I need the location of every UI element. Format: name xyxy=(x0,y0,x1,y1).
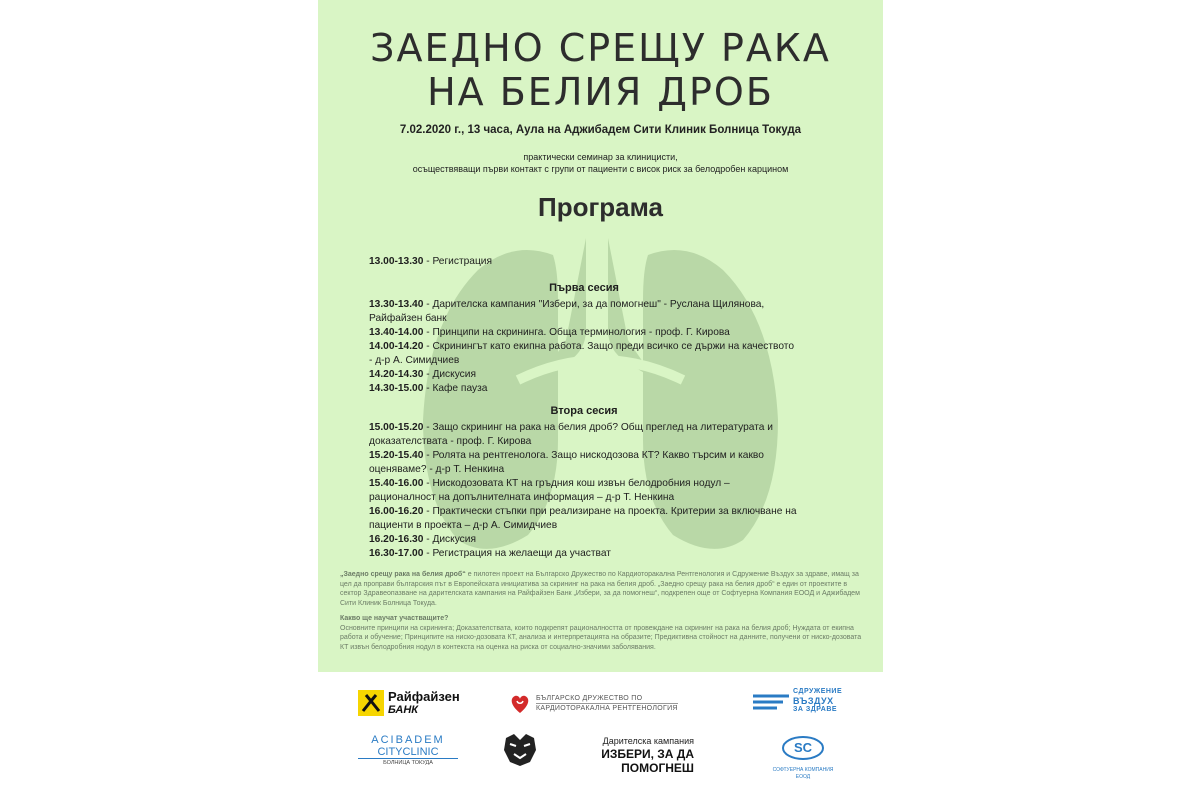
sc-text: СОФТУЕРНА КОМПАНИЯ ЕООД xyxy=(772,767,834,780)
schedule-item: 13.40-14.00 - Принципи на скрининга. Обща терминология - проф. Г. Кирова xyxy=(369,327,730,338)
session-2-title: Втора сесия xyxy=(550,405,618,417)
vazduh-line-3: ЗА ЗДРАВЕ xyxy=(793,706,838,713)
schedule-item: 14.20-14.30 - Дискусия xyxy=(369,369,476,380)
heart-icon xyxy=(508,692,532,716)
schedule-item: 16.30-17.00 - Регистрация на желаещи да участват xyxy=(369,548,611,559)
event-date-location: 7.02.2020 г., 13 часа, Аула на Аджибадем Сити Клиник Болница Токуда xyxy=(399,124,802,136)
bdktr-logo xyxy=(508,690,698,720)
air-waves-icon xyxy=(753,692,791,714)
subtitle-line-2: осъществяващи първи контакт с групи от пациенти с висок риск за белодробен карцином xyxy=(412,164,789,174)
acibadem-line-3: БОЛНИЦА ТОКУДА xyxy=(383,760,433,766)
schedule-item: 16.20-16.30 - Дискусия xyxy=(369,534,476,545)
schedule-item: 14.30-15.00 - Кафе пауза xyxy=(369,383,488,394)
about-paragraph: „Заедно срещу рака на белия дроб“ е пилотен проект на Българско Дружество по Кардиоторакална Рентгенология и Сдружение Въздух за здраве, имащ за цел да проправи българския път в Европейската инициатива за скрининг на рака на белия дроб. „Заедно срещу рака на белия дроб“ е един от проектите в сектор Здравеопазване на дарителската кампания на Райфайзен Банк „Избери, за да помогнеш“, подкрепен още от Софтуерна Компания ЕООД и Аджибадем Сити Клиник Болница Токуда. xyxy=(340,571,860,607)
acibadem-line-2: CITYCLINIC xyxy=(358,746,458,759)
schedule-item: 16.00-16.20 - Практически стъпки при реализиране на проекта. Критерии за включване на пациенти в проекта – д-р А. Симидчиев xyxy=(369,506,797,531)
izberi-line-2: ИЗБЕРИ, ЗА ДА ПОМОГНЕШ xyxy=(601,747,694,775)
about-section xyxy=(340,570,865,658)
tiger-icon xyxy=(500,732,540,768)
schedule xyxy=(369,255,799,561)
schedule-item: 15.20-15.40 - Ролята на рентгенолога. Защо нискодозова КТ? Какво търсим и какво оценяваме? - д-р Т. Ненкина xyxy=(369,450,764,475)
sc-mark: SC xyxy=(793,740,813,755)
acibadem-line-1: ACIBADEM xyxy=(371,734,445,746)
schedule-item-registration: 13.00-13.30 - Регистрация xyxy=(369,256,492,267)
raiffeisen-logo xyxy=(358,688,468,720)
program-heading: Програма xyxy=(538,192,663,222)
vazduh-logo xyxy=(753,686,853,722)
izberi-logo xyxy=(500,732,700,775)
session-1-title: Първа сесия xyxy=(549,282,619,294)
partner-logos xyxy=(318,672,883,800)
title-line-1: ЗАЕДНО СРЕЩУ РАКА xyxy=(370,26,831,70)
learning-paragraph: Какво ще научат участващите? Основните принципи на скрининга; Доказателствата, които подкрепят рационалността от провеждане на скрининг на рака на белия дроб; Нуждата от екипна работа и обучение; Принципите на нискo-дозовата КТ, анализа и интерпретацията на образите; Предиктивна стойност на данните, получени от нискo-дозовата КТ извън белодробния нодул в контекста на оценка на риска от социално-значими заболявания. xyxy=(340,615,862,651)
raiffeisen-sub: БАНК xyxy=(388,704,419,716)
raiffeisen-gable-icon xyxy=(358,690,384,716)
bdktr-line-1: БЪЛГАРСКО ДРУЖЕСТВО ПО xyxy=(536,695,643,702)
schedule-item: 14.00-14.20 - Скринингът като екипна работа. Защо преди всичко се държи на качеството - д-р А. Симидчиев xyxy=(369,341,794,366)
vazduh-line-1: СДРУЖЕНИЕ xyxy=(793,688,843,695)
sc-swoosh-icon xyxy=(780,732,826,762)
vazduh-line-2: ВЪЗДУХ xyxy=(793,696,834,706)
acibadem-logo xyxy=(358,734,458,778)
schedule-item: 13.30-13.40 - Дарителска кампания "Избери, за да помогнеш" - Руслана Щилянова, Райфайзен банк xyxy=(369,299,765,324)
poster xyxy=(318,0,883,800)
izberi-line-1: Дарителска кампания xyxy=(602,736,694,746)
bdktr-line-2: КАРДИОТОРАКАЛНА РЕНТГЕНОЛОГИЯ xyxy=(536,705,678,712)
sc-logo xyxy=(768,732,838,780)
title-line-2: НА БЕЛИЯ ДРОБ xyxy=(427,70,774,114)
subtitle-line-1: практически семинар за клиницисти, xyxy=(523,152,678,162)
schedule-item: 15.00-15.20 - Защо скрининг на рака на белия дроб? Общ преглед на литературата и доказателствата - проф. Г. Кирова xyxy=(369,422,773,447)
raiffeisen-name: Райфайзен xyxy=(388,689,460,704)
schedule-item: 15.40-16.00 - Нискодозовата КТ на гръдния кош извън белодробния нодул – рационалност на допълнителната информация – д-р Т. Ненкина xyxy=(369,478,730,503)
